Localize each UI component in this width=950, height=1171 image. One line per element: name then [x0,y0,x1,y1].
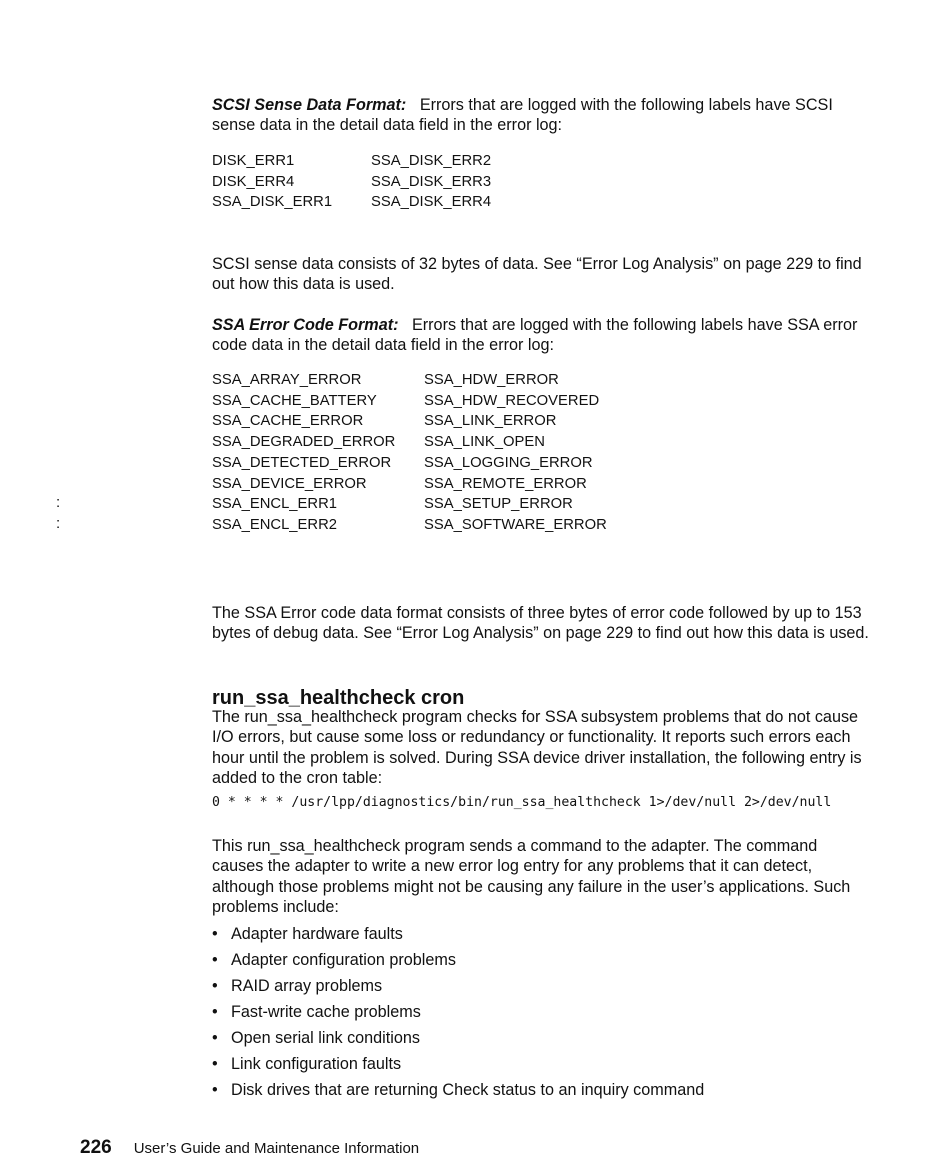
list-item-text: RAID array problems [231,977,383,996]
label-item: SSA_LOGGING_ERROR [424,454,593,471]
ssa-error-code-intro-text: Errors that are logged with the following labels have SSA error code data in the detail data field in the error log: [212,316,858,355]
label-row [212,515,607,536]
bullet-icon: • [212,951,218,970]
healthcheck-description: This run_ssa_healthcheck program sends a command to the adapter. The command causes the adapter to write a new error log entry for any problems that it can detect, although those problems might not be causing any failure in the user’s applications. Such problems include: [212,837,851,917]
list-item [212,1051,704,1077]
healthcheck-intro: The run_ssa_healthcheck program checks for SSA subsystem problems that do not cause I/O errors, but cause some loss or redundancy or functionality. It reports such errors each hour until the problem is solved. During SSA device driver installation, the following entry is added to the cron table: [212,708,862,788]
label-item: SSA_LINK_OPEN [424,434,545,451]
label-item: SSA_ENCL_ERR2 [212,516,338,533]
label-item: SSA_DISK_ERR2 [371,153,492,169]
list-item-text: Open serial link conditions [231,1029,420,1047]
page-number: 226 [80,1137,112,1158]
scsi-sense-lead: SCSI Sense Data Format: [212,96,407,114]
label-row [212,172,491,193]
label-item: SSA_DISK_ERR3 [371,173,492,190]
label-item: SSA_HDW_ERROR [424,372,559,388]
list-item [212,974,704,1000]
label-item: SSA_CACHE_ERROR [212,413,364,430]
label-item: SSA_HDW_RECOVERED [424,392,600,409]
label-item: SSA_DISK_ERR4 [371,194,492,211]
label-item: SSA_DETECTED_ERROR [212,454,392,471]
label-item: DISK_ERR4 [212,173,295,190]
list-item-text: Adapter configuration problems [231,951,456,970]
book-title: User’s Guide and Maintenance Information [133,1140,420,1157]
ssa-error-code-note: The SSA Error code data format consists of three bytes of error code followed by up to 153 bytes of debug data. See “Error Log Analysis” on page 229 to find out how this data is used. [212,604,869,643]
scsi-sense-note: SCSI sense data consists of 32 bytes of data. See “Error Log Analysis” on page 229 to find out how this data is used. [212,255,862,294]
ssa-error-code-lead: SSA Error Code Format: [212,316,399,334]
label-row [212,432,607,453]
list-item [212,922,704,948]
list-item [212,1077,704,1103]
label-row [212,474,607,495]
label-row [212,370,607,391]
list-item [212,948,704,974]
bullet-icon: • [212,925,218,944]
bullet-icon: • [212,977,218,996]
ssa-error-code-intro [212,315,872,356]
scsi-sense-label-list [212,151,491,213]
label-item: SSA_SOFTWARE_ERROR [424,516,607,533]
cron-entry: 0 * * * * /usr/lpp/diagnostics/bin/run_ssa_healthcheck 1>/dev/null 2>/dev/null [212,795,832,810]
label-item: SSA_DISK_ERR1 [212,194,333,211]
change-bar-mark: : [56,494,61,511]
label-row [212,453,607,474]
label-row [212,151,491,172]
bullet-icon: • [212,1054,218,1073]
label-item: DISK_ERR1 [212,153,295,169]
label-item: SSA_DEGRADED_ERROR [212,434,396,451]
change-bar-mark: : [56,515,61,532]
label-item: SSA_ENCL_ERR1 [212,496,338,513]
label-item: SSA_ARRAY_ERROR [212,372,362,388]
list-item [212,1026,704,1052]
label-row [212,494,607,515]
label-item: SSA_SETUP_ERROR [424,496,573,513]
label-item: SSA_REMOTE_ERROR [424,475,587,492]
page-footer [80,1137,419,1159]
list-item [212,1000,704,1026]
ssa-error-label-list [212,370,607,536]
label-item: SSA_LINK_ERROR [424,413,557,430]
label-item: SSA_DEVICE_ERROR [212,475,367,492]
list-item-text: Link configuration faults [231,1054,402,1073]
scsi-sense-intro [212,95,872,136]
scsi-sense-intro-text: Errors that are logged with the following labels have SCSI sense data in the detail data field in the error log: [212,96,833,135]
bullet-icon: • [212,1080,218,1099]
list-item-text: Fast-write cache problems [231,1003,421,1022]
label-row [212,391,607,412]
label-row [212,411,607,432]
label-item: SSA_CACHE_BATTERY [212,392,377,409]
list-item-text: Adapter hardware faults [231,925,403,944]
problem-list [212,922,704,1103]
section-heading: run_ssa_healthcheck cron [212,687,465,709]
list-item-text: Disk drives that are returning Check status to an inquiry command [231,1080,705,1099]
label-row [212,192,491,213]
bullet-icon: • [212,1029,218,1047]
bullet-icon: • [212,1003,218,1022]
